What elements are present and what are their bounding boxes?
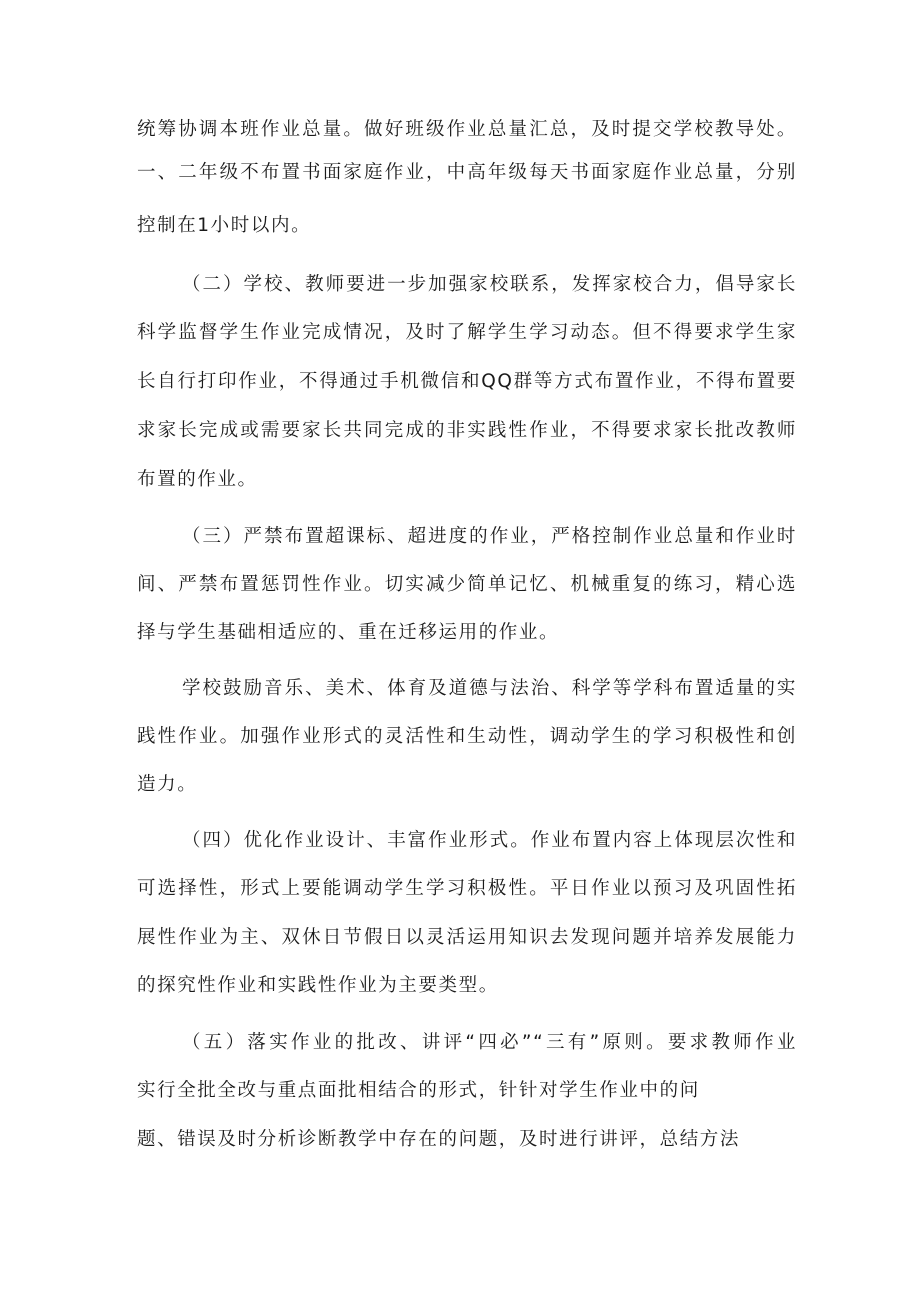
- paragraph-6-line-1: （五）落实作业的批改、讲评“四必”“三有”原则。要求教师作业: [182, 1032, 797, 1053]
- paragraph-1-line-2: 一、二年级不布置书面家庭作业，中高年级每天书面家庭作业总量，分别: [137, 162, 797, 183]
- paragraph-5-line-2: 可选择性，形式上要能调动学生学习积极性。平日作业以预习及巩固性拓: [137, 878, 797, 899]
- paragraph-4-line-3: 造力。: [137, 774, 198, 795]
- paragraph-5-line-1: （四）优化作业设计、丰富作业形式。作业布置内容上体现层次性和: [182, 830, 797, 851]
- paragraph-6-line-2: 实行全批全改与重点面批相结合的形式，针针对学生作业中的问: [137, 1080, 700, 1101]
- paragraph-2-line-3: 长自行打印作业，不得通过手机微信和QQ群等方式布置作业，不得布置要: [137, 371, 797, 392]
- paragraph-5-line-3: 展性作业为主、双休日节假日以灵活运用知识去发现问题并培养发展能力: [137, 927, 797, 948]
- paragraph-2-line-2: 科学监督学生作业完成情况，及时了解学生学习动态。但不得要求学生家: [137, 322, 797, 343]
- paragraph-4-line-1: 学校鼓励音乐、美术、体育及道德与法治、科学等学科布置适量的实: [182, 678, 797, 699]
- paragraph-2-line-1: （二）学校、教师要进一步加强家校联系，发挥家校合力，倡导家长: [182, 274, 797, 295]
- paragraph-6-line-3: 题、错误及时分析诊断教学中存在的问题，及时进行讲评，总结方法: [137, 1129, 741, 1150]
- paragraph-3-line-3: 择与学生基础相适应的、重在迁移运用的作业。: [137, 622, 560, 643]
- paragraph-5-line-4: 的探究性作业和实践性作业为主要类型。: [137, 975, 499, 996]
- paragraph-4-line-2: 践性作业。加强作业形式的灵活性和生动性，调动学生的学习积极性和创: [137, 726, 797, 747]
- paragraph-3-line-2: 间、严禁布置惩罚性作业。切实减少简单记忆、机械重复的练习，精心选: [137, 574, 797, 595]
- paragraph-1-line-1: 统筹协调本班作业总量。做好班级作业总量汇总，及时提交学校教导处。: [137, 119, 797, 140]
- paragraph-2-line-4: 求家长完成或需要家长共同完成的非实践性作业，不得要求家长批改教师: [137, 420, 797, 441]
- paragraph-1-line-3: 控制在1小时以内。: [137, 215, 312, 236]
- paragraph-2-line-5: 布置的作业。: [137, 469, 258, 490]
- paragraph-3-line-1: （三）严禁布置超课标、超进度的作业，严格控制作业总量和作业时: [182, 526, 797, 547]
